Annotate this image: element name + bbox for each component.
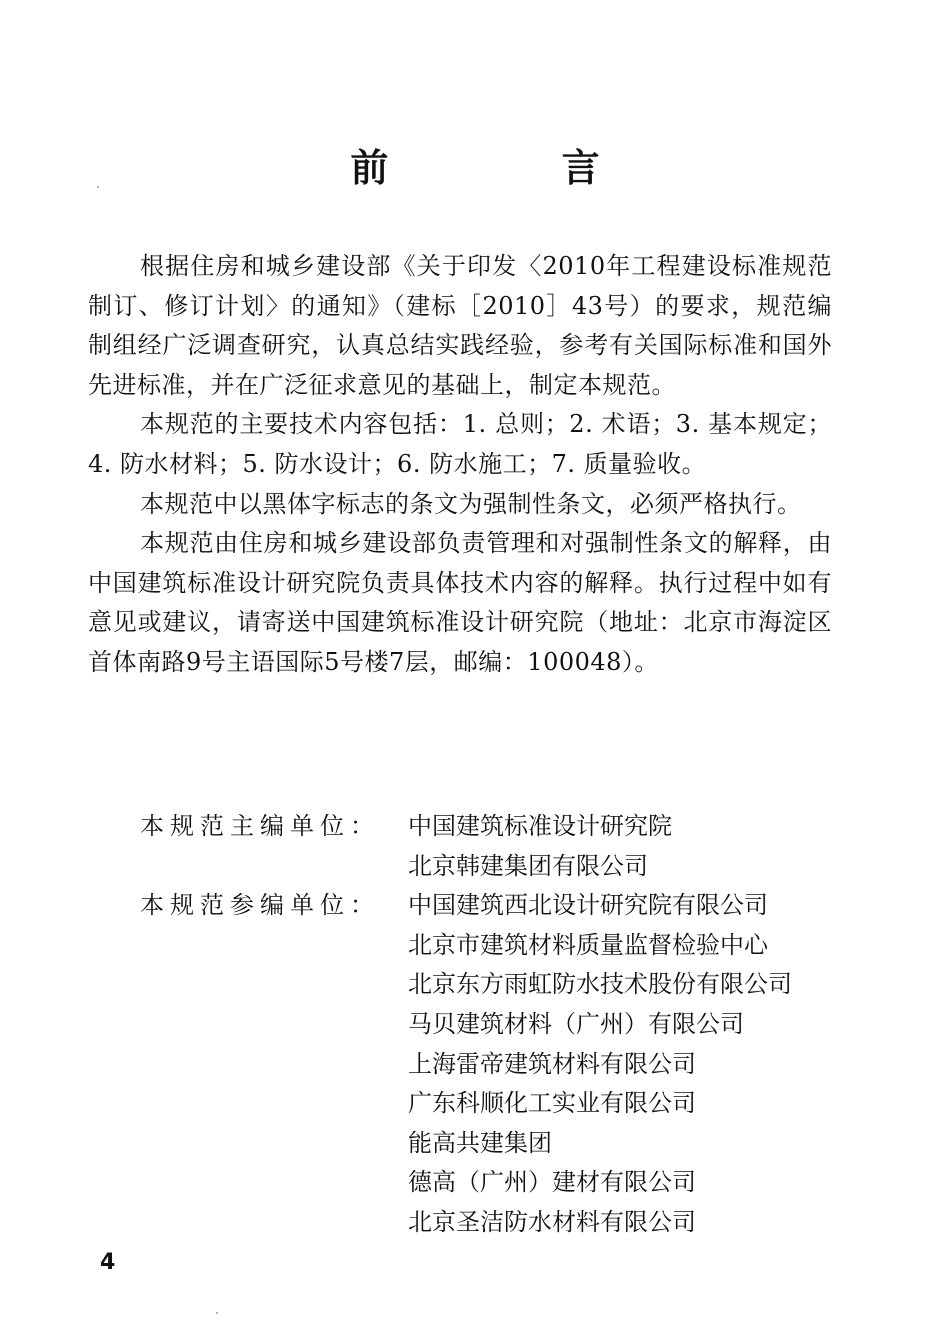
- units-section: [140, 807, 840, 1243]
- paragraph-mandatory: 本规范中以黑体字标志的条文为强制性条文，必须严格执行。: [140, 489, 802, 518]
- list-item: 能高共建集团: [408, 1128, 552, 1157]
- participating-units-list: [408, 886, 792, 1242]
- list-item: 上海雷帝建筑材料有限公司: [408, 1049, 696, 1078]
- paragraph-basis: 根据住房和城乡建设部《关于印发〈2010年工程建设标准规范制订、修订计划〉的通知》（建标［2010］43号）的要求，规范编制组经广泛调查研究，认真总结实践经验，参考有关国际标准和国外先进标准，并在广泛征求意见的基础上，制定本规范。: [88, 252, 832, 399]
- paragraph-contents: 本规范的主要技术内容包括：1. 总则；2. 术语；3. 基本规定；4. 防水材料；5. 防水设计；6. 防水施工；7. 质量验收。: [88, 410, 832, 478]
- list-item: 北京市建筑材料质量监督检验中心: [408, 930, 768, 959]
- preface-body: [88, 247, 832, 683]
- scan-speck: [216, 1312, 218, 1314]
- page-title: 前 言: [350, 146, 680, 190]
- list-item: 北京东方雨虹防水技术股份有限公司: [408, 970, 792, 999]
- page-number: 4: [100, 1250, 116, 1275]
- list-item: 北京韩建集团有限公司: [408, 851, 648, 880]
- chief-units: [140, 807, 840, 886]
- participating-units: [140, 886, 840, 1242]
- chief-units-list: [408, 807, 672, 886]
- list-item: 北京圣洁防水材料有限公司: [408, 1207, 696, 1236]
- list-item: 中国建筑标准设计研究院: [408, 812, 672, 840]
- scan-speck: [97, 186, 99, 188]
- paragraph-management: 本规范由住房和城乡建设部负责管理和对强制性条文的解释，由中国建筑标准设计研究院负责具体技术内容的解释。执行过程中如有意见或建议，请寄送中国建筑标准设计研究院（地址：北京市海淀区首体南路9号主语国际5号楼7层，邮编：100048）。: [88, 529, 832, 676]
- list-item: 中国建筑西北设计研究院有限公司: [408, 891, 768, 920]
- chief-units-label: 本规范主编单位：: [140, 812, 380, 840]
- participating-units-label: 本规范参编单位：: [140, 891, 380, 920]
- list-item: 广东科顺化工实业有限公司: [408, 1089, 696, 1118]
- list-item: 德高（广州）建材有限公司: [408, 1168, 696, 1197]
- list-item: 马贝建筑材料（广州）有限公司: [408, 1009, 744, 1038]
